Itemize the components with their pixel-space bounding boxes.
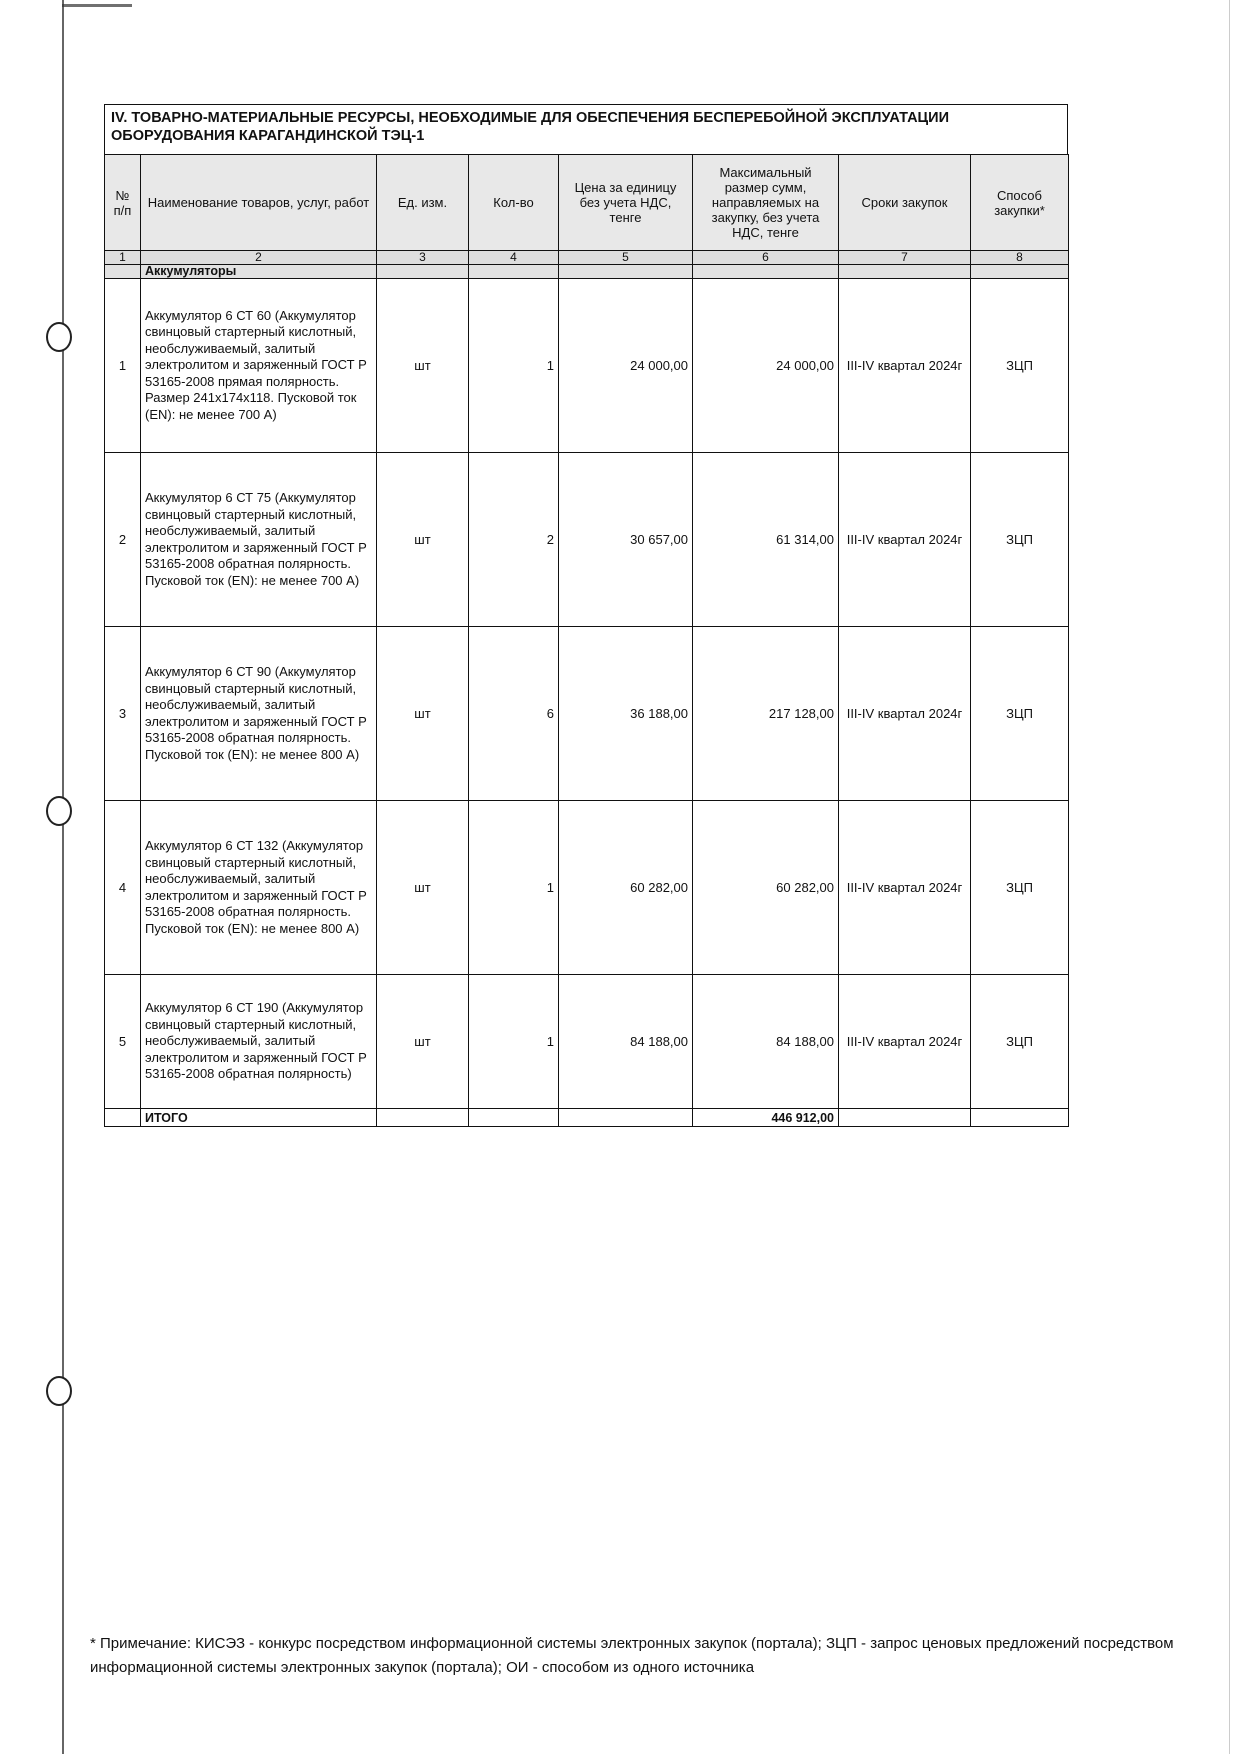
section-spacer (469, 265, 559, 279)
item-total: 61 314,00 (693, 453, 839, 627)
item-price: 24 000,00 (559, 279, 693, 453)
row-number: 2 (105, 453, 141, 627)
item-method: ЗЦП (971, 975, 1069, 1109)
item-total: 60 282,00 (693, 801, 839, 975)
item-name: Аккумулятор 6 СТ 90 (Аккумулятор свинцовый стартерный кислотный, необслуживаемый, залитый электролитом и заряженный ГОСТ Р 53165-2008 обратная полярность. Пусковой ток (EN): не менее 800 А) (141, 627, 377, 801)
total-spacer (469, 1109, 559, 1127)
item-period: III-IV квартал 2024г (839, 453, 971, 627)
item-period: III-IV квартал 2024г (839, 279, 971, 453)
scan-edge-right (1229, 0, 1230, 1754)
item-qty: 1 (469, 279, 559, 453)
item-name: Аккумулятор 6 СТ 190 (Аккумулятор свинцовый стартерный кислотный, необслуживаемый, залитый электролитом и заряженный ГОСТ Р 53165-2008 обратная полярность) (141, 975, 377, 1109)
item-method: ЗЦП (971, 279, 1069, 453)
item-method: ЗЦП (971, 801, 1069, 975)
header-cell: № п/п (105, 155, 141, 251)
column-number: 5 (559, 251, 693, 265)
section-spacer (839, 265, 971, 279)
scan-edge-left (62, 0, 64, 1754)
section-spacer (377, 265, 469, 279)
table-row (105, 453, 1069, 627)
table-row (105, 975, 1069, 1109)
header-cell: Кол-во (469, 155, 559, 251)
footnote: * Примечание: КИСЭЗ - конкурс посредством информационной системы электронных закупок (портала); ЗЦП - запрос ценовых предложений посредством информационной системы электронных закупок (портала); ОИ - способом из одного источника (90, 1635, 1174, 1676)
total-label: ИТОГО (141, 1109, 377, 1127)
row-number: 4 (105, 801, 141, 975)
item-price: 84 188,00 (559, 975, 693, 1109)
header-cell: Ед. изм. (377, 155, 469, 251)
procurement-table (104, 154, 1069, 1127)
item-unit: шт (377, 627, 469, 801)
header-cell: Наименование товаров, услуг, работ (141, 155, 377, 251)
total-spacer (559, 1109, 693, 1127)
header-cell: Цена за единицу без учета НДС, тенге (559, 155, 693, 251)
row-number: 3 (105, 627, 141, 801)
table-row (105, 801, 1069, 975)
item-method: ЗЦП (971, 627, 1069, 801)
item-name: Аккумулятор 6 СТ 75 (Аккумулятор свинцовый стартерный кислотный, необслуживаемый, залитый электролитом и заряженный ГОСТ Р 53165-2008 обратная полярность. Пусковой ток (EN): не менее 700 А) (141, 453, 377, 627)
item-period: III-IV квартал 2024г (839, 627, 971, 801)
punch-hole-icon (46, 322, 72, 352)
punch-hole-icon (46, 796, 72, 826)
item-period: III-IV квартал 2024г (839, 975, 971, 1109)
item-unit: шт (377, 801, 469, 975)
section-label: Аккумуляторы (141, 265, 377, 279)
total-spacer (105, 1109, 141, 1127)
section-spacer (971, 265, 1069, 279)
section-title: IV. ТОВАРНО-МАТЕРИАЛЬНЫЕ РЕСУРСЫ, НЕОБХОДИМЫЕ ДЛЯ ОБЕСПЕЧЕНИЯ БЕСПЕРЕБОЙНОЙ ЭКСПЛУАТАЦИИ ОБОРУДОВАНИЯ КАРАГАНДИНСКОЙ ТЭЦ-1 (104, 104, 1068, 154)
item-qty: 1 (469, 801, 559, 975)
section-spacer (105, 265, 141, 279)
item-qty: 6 (469, 627, 559, 801)
total-spacer (377, 1109, 469, 1127)
column-number: 7 (839, 251, 971, 265)
row-number: 5 (105, 975, 141, 1109)
item-name: Аккумулятор 6 СТ 132 (Аккумулятор свинцовый стартерный кислотный, необслуживаемый, залитый электролитом и заряженный ГОСТ Р 53165-2008 обратная полярность. Пусковой ток (EN): не менее 800 А) (141, 801, 377, 975)
item-period: III-IV квартал 2024г (839, 801, 971, 975)
item-method: ЗЦП (971, 453, 1069, 627)
item-unit: шт (377, 279, 469, 453)
total-spacer (971, 1109, 1069, 1127)
table-row (105, 279, 1069, 453)
column-number: 2 (141, 251, 377, 265)
item-qty: 1 (469, 975, 559, 1109)
header-row (105, 155, 1069, 251)
item-qty: 2 (469, 453, 559, 627)
item-total: 24 000,00 (693, 279, 839, 453)
item-price: 60 282,00 (559, 801, 693, 975)
header-cell: Сроки закупок (839, 155, 971, 251)
header-cell: Способ закупки* (971, 155, 1069, 251)
total-row (105, 1109, 1069, 1127)
column-number-row (105, 251, 1069, 265)
header-cell: Максимальный размер сумм, направляемых на закупку, без учета НДС, тенге (693, 155, 839, 251)
item-total: 217 128,00 (693, 627, 839, 801)
section-row (105, 265, 1069, 279)
item-price: 36 188,00 (559, 627, 693, 801)
item-total: 84 188,00 (693, 975, 839, 1109)
item-unit: шт (377, 975, 469, 1109)
punch-hole-icon (46, 1376, 72, 1406)
column-number: 1 (105, 251, 141, 265)
row-number: 1 (105, 279, 141, 453)
scan-edge-top (62, 4, 132, 7)
column-number: 3 (377, 251, 469, 265)
section-spacer (559, 265, 693, 279)
table-row (105, 627, 1069, 801)
total-spacer (839, 1109, 971, 1127)
item-unit: шт (377, 453, 469, 627)
column-number: 4 (469, 251, 559, 265)
column-number: 8 (971, 251, 1069, 265)
column-number: 6 (693, 251, 839, 265)
section-spacer (693, 265, 839, 279)
total-value: 446 912,00 (693, 1109, 839, 1127)
item-name: Аккумулятор 6 СТ 60 (Аккумулятор свинцовый стартерный кислотный, необслуживаемый, залитый электролитом и заряженный ГОСТ Р 53165-2008 прямая полярность. Размер 241х174х118. Пусковой ток (EN): не менее 700 А) (141, 279, 377, 453)
item-price: 30 657,00 (559, 453, 693, 627)
